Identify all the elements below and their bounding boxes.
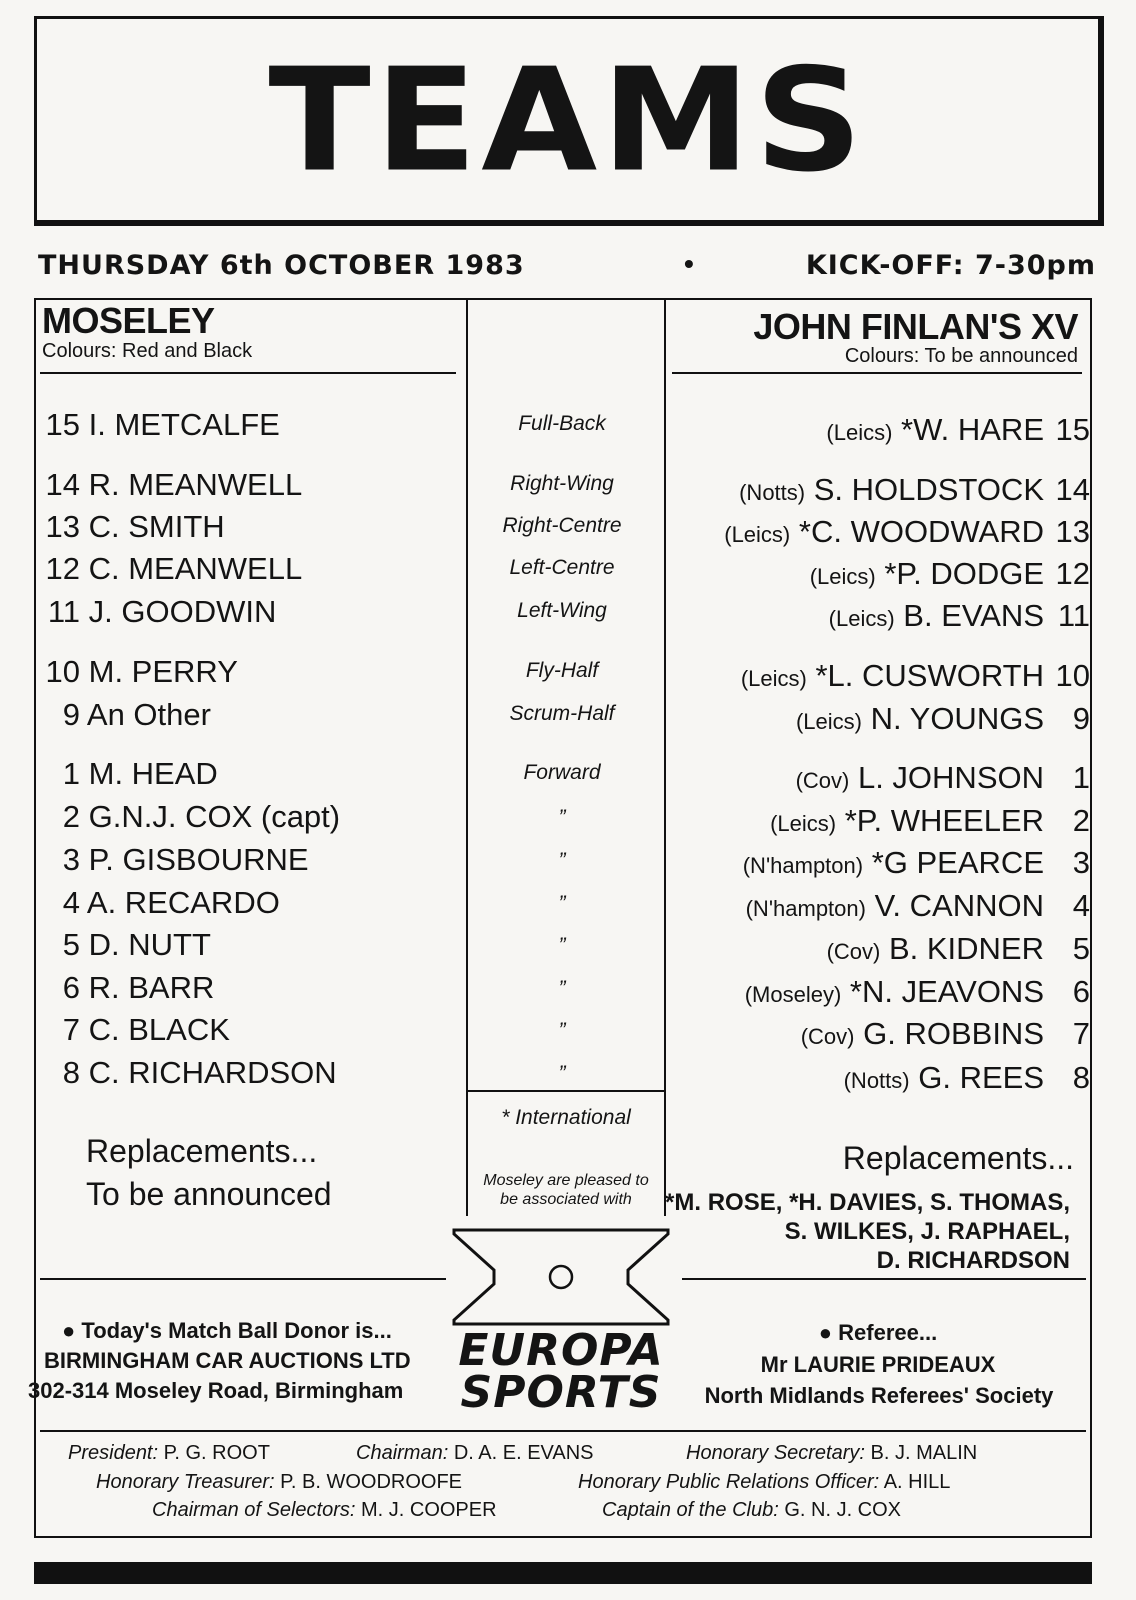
player-number: 8 [1072,1060,1090,1095]
player-name: M. HEAD [88,756,218,791]
player-number: 7 [62,1012,80,1047]
player-name: B. EVANS [903,598,1044,633]
player-name: C. BLACK [88,1012,230,1047]
referee-society: North Midlands Referees' Society [704,1383,1054,1408]
sponsor-rule-right [682,1278,1086,1280]
home-player [40,838,309,882]
official-role: Honorary Secretary: [686,1442,865,1464]
sponsor-note-line1: Moseley are pleased to [483,1172,649,1189]
player-name: M. PERRY [88,654,238,689]
official-name: P. G. ROOT [163,1442,270,1464]
home-player [40,650,238,694]
player-club: (Cov) [795,768,850,793]
official-role: President: [68,1442,159,1464]
separator-bullet: • [684,248,694,279]
player-name: *W. HARE [901,412,1044,447]
away-player [796,756,1090,800]
official-role: Honorary Public Relations Officer: [578,1471,880,1493]
player-club: (Leics) [724,522,791,547]
official-name: M. J. COOPER [360,1499,497,1521]
player-name: *L. CUSWORTH [815,658,1044,693]
ditto-mark: ” [558,1062,566,1085]
player-number: 6 [62,970,80,1005]
official-name: D. A. E. EVANS [453,1442,594,1464]
position-label: Right-Wing [510,472,614,495]
home-player [40,1008,230,1052]
player-number: 13 [1055,514,1090,549]
official [578,1471,950,1494]
player-number: 15 [45,407,80,442]
player-name: *N. JEAVONS [849,974,1044,1009]
player-club: (Leics) [826,420,893,445]
player-name: C. RICHARDSON [88,1055,337,1090]
player-number: 2 [62,799,80,834]
home-player [40,693,211,737]
home-player [40,463,302,507]
kickoff-time: KICK-OFF: 7-30pm [805,250,1096,281]
player-number: 10 [1055,658,1090,693]
player-name: B. KIDNER [888,931,1044,966]
home-player [40,547,302,591]
officials-rule [40,1430,1086,1432]
away-replacements-line: S. WILKES, J. RAPHAEL, [784,1218,1070,1245]
ball-donor-heading: ● Today's Match Ball Donor is... [62,1318,392,1343]
home-replacements-text: To be announced [86,1176,332,1212]
home-team-name: MOSELEY [42,300,215,341]
player-number: 7 [1072,1016,1090,1051]
player-name: D. NUTT [88,927,211,962]
player-number: 12 [45,551,80,586]
player-number: 5 [1072,931,1090,966]
away-player [746,884,1090,928]
player-number: 15 [1055,412,1090,447]
player-club: (Cov) [800,1024,855,1049]
official-role: Chairman of Selectors: [152,1499,356,1521]
ditto-mark: ” [558,977,566,1000]
player-name: C. SMITH [88,509,225,544]
player-number: 10 [45,654,80,689]
player-club: (Leics) [809,564,876,589]
player-name: *P. WHEELER [844,803,1044,838]
player-club: (Leics) [770,811,837,836]
away-team-name: JOHN FINLAN'S XV [753,306,1078,347]
player-name: G. REES [918,1060,1044,1095]
home-player [40,795,340,839]
bottom-bar [34,1562,1092,1584]
player-club: (Moseley) [744,982,842,1007]
player-number: 3 [62,842,80,877]
page-title: TEAMS [268,38,867,204]
player-number: 14 [1055,472,1090,507]
sponsor-logo-line1: EUROPA [458,1325,664,1376]
player-name: *P. DODGE [884,556,1044,591]
official [96,1471,462,1494]
player-number: 1 [1072,760,1090,795]
away-player [770,799,1090,843]
referee-name: Mr LAURIE PRIDEAUX [760,1352,996,1377]
ditto-mark: ” [558,849,566,872]
away-player [739,468,1090,512]
sponsor-rule-left [40,1278,446,1280]
international-note: * International [501,1106,631,1129]
player-name: R. MEANWELL [88,467,303,502]
player-number: 12 [1055,556,1090,591]
away-player [741,654,1090,698]
official [602,1499,901,1522]
away-replacements-line: D. RICHARDSON [876,1247,1070,1274]
home-player [40,752,218,796]
player-club: (Leics) [740,666,807,691]
official-name: G. N. J. COX [784,1499,902,1521]
home-player [40,590,276,634]
player-club: (Leics) [828,606,895,631]
away-player [826,408,1090,452]
away-header-rule [672,372,1082,374]
player-name: J. GOODWIN [88,594,277,629]
home-header-rule [40,372,456,374]
player-name: I. METCALFE [88,407,280,442]
player-club: (Cov) [826,939,881,964]
away-player [743,841,1090,885]
position-label: Fly-Half [525,659,599,682]
position-label: Left-Centre [509,556,615,579]
away-replacements-title: Replacements... [842,1140,1074,1176]
player-number: 6 [1072,974,1090,1009]
player-name: N. YOUNGS [870,701,1044,736]
player-name: S. HOLDSTOCK [813,472,1044,507]
away-player [844,1056,1090,1100]
home-player [40,505,225,549]
player-number: 8 [62,1055,80,1090]
position-label: Scrum-Half [509,702,615,725]
home-replacements-title: Replacements... [86,1133,318,1169]
europa-sports-emblem-icon [448,1228,674,1326]
official-role: Chairman: [356,1442,449,1464]
away-team-colours: Colours: To be announced [844,345,1078,367]
ditto-mark: ” [558,1019,566,1042]
official-role: Captain of the Club: [602,1499,779,1521]
ball-donor-company: BIRMINGHAM CAR AUCTIONS LTD [44,1348,411,1373]
player-number: 14 [45,467,80,502]
official [68,1442,270,1465]
away-player [745,970,1090,1014]
player-number: 13 [45,509,80,544]
away-player [796,697,1090,741]
player-number: 9 [1072,701,1090,736]
player-name: An Other [86,697,211,732]
ditto-mark: ” [558,806,566,829]
player-name: *G PEARCE [871,845,1044,880]
official-role: Honorary Treasurer: [96,1471,275,1493]
player-name: *C. WOODWARD [798,514,1044,549]
ditto-mark: ” [558,934,566,957]
official-name: P. B. WOODROOFE [280,1471,463,1493]
player-name: V. CANNON [874,888,1044,923]
ditto-mark: ” [558,892,566,915]
away-player [829,594,1090,638]
referee-heading: ● Referee... [818,1320,938,1345]
player-number: 4 [1072,888,1090,923]
position-label: Left-Wing [517,599,607,622]
player-name: C. MEANWELL [88,551,303,586]
official-name: A. HILL [883,1471,951,1493]
away-replacements-line: *M. ROSE, *H. DAVIES, S. THOMAS, [665,1189,1070,1216]
player-name: G. ROBBINS [863,1016,1044,1051]
player-name: R. BARR [88,970,215,1005]
player-number: 5 [62,927,80,962]
position-label: Forward [523,761,601,784]
sponsor-logo-line2: SPORTS [460,1367,662,1418]
match-date: THURSDAY 6th OCTOBER 1983 [38,250,525,281]
away-player [724,510,1090,554]
title-box [34,16,1104,226]
player-number: 4 [62,885,80,920]
sponsor-note-line2: be associated with [500,1191,632,1208]
official [686,1442,977,1465]
player-number: 9 [62,697,80,732]
player-number: 2 [1072,803,1090,838]
player-number: 11 [47,594,80,629]
home-team-colours: Colours: Red and Black [42,340,253,362]
player-club: (Notts) [739,480,806,505]
home-player [40,1051,337,1095]
home-player [40,966,214,1010]
center-divider [466,1090,666,1092]
player-name: P. GISBOURNE [88,842,309,877]
ball-donor-address: 302-314 Moseley Road, Birmingham [28,1378,404,1403]
player-name: L. JOHNSON [857,760,1044,795]
away-player [810,552,1090,596]
away-player [827,927,1090,971]
player-club: (N'hampton) [745,896,866,921]
official-name: B. J. MALIN [870,1442,978,1464]
player-name: A. RECARDO [86,885,280,920]
home-player [40,881,280,925]
position-label: Full-Back [518,412,606,435]
player-club: (Leics) [795,709,862,734]
official [152,1499,497,1522]
home-player [40,403,280,447]
player-name: G.N.J. COX (capt) [88,799,341,834]
player-club: (Notts) [843,1068,910,1093]
official [356,1442,594,1465]
center-column-right-divider [664,298,666,1216]
player-number: 3 [1072,845,1090,880]
away-player [801,1012,1090,1056]
player-club: (N'hampton) [742,853,864,878]
home-player [40,923,211,967]
player-number: 11 [1057,598,1090,633]
player-number: 1 [62,756,80,791]
position-label: Right-Centre [502,514,622,537]
